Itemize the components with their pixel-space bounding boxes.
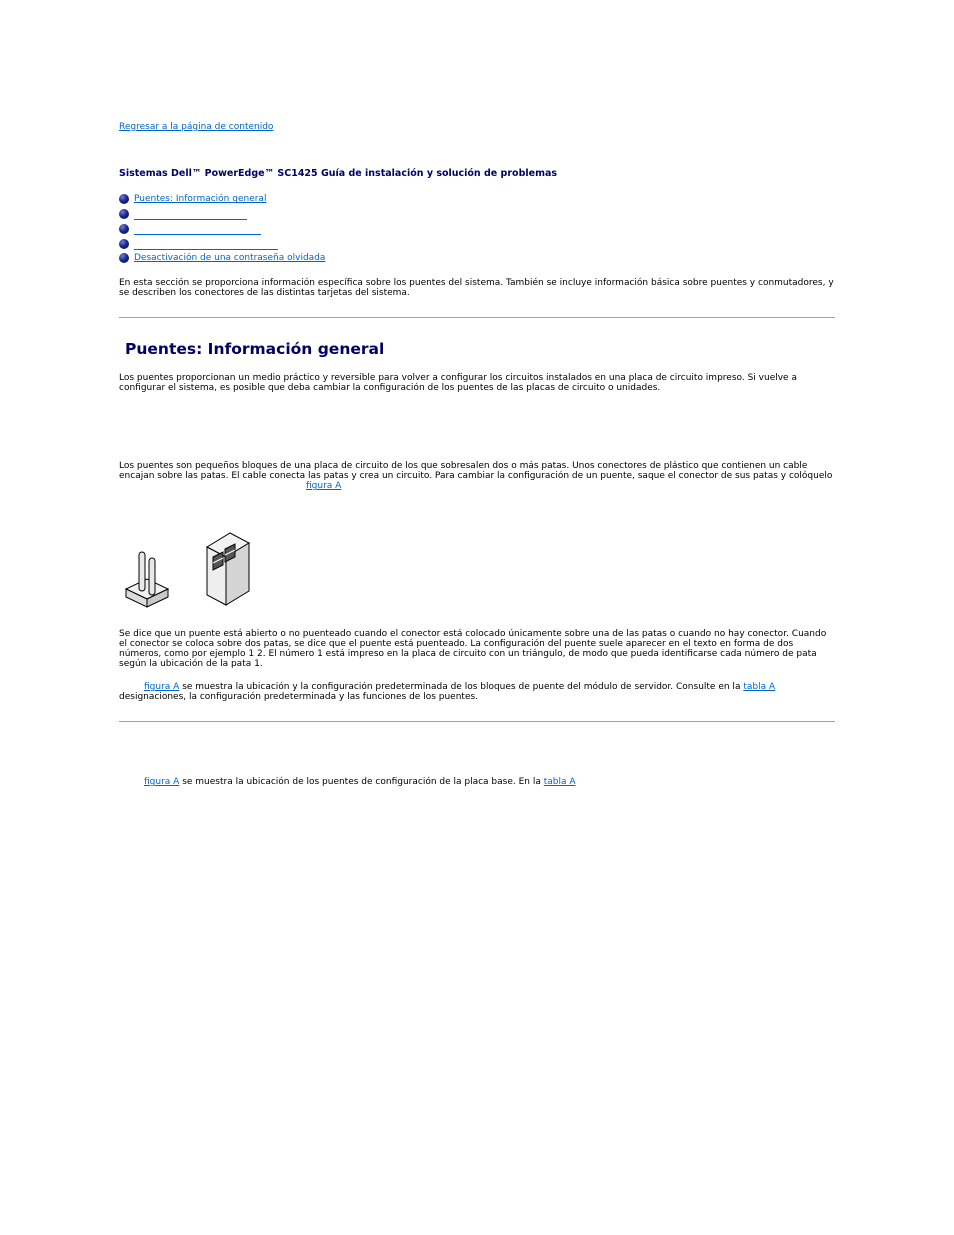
toc-item <box>119 207 325 222</box>
intro-paragraph: En esta sección se proporciona información específica sobre los puentes del sistema. También se incluye información básica sobre puentes y conmutadores, y se describen los conectores de las distintas tarjetas del sistema. <box>119 278 834 298</box>
bullet-icon <box>119 224 129 234</box>
jumper-figure <box>123 527 255 609</box>
toc-item <box>119 251 325 266</box>
jumpers-paragraph-4 <box>119 682 835 702</box>
open-jumper-illustration <box>126 552 168 607</box>
motherboard-jumpers-paragraph <box>119 777 835 787</box>
bullet-icon <box>119 239 129 249</box>
jumpers-paragraph-3: Se dice que un puente está abierto o no puenteado cuando el conector está colocado únicamente sobre una de las patas o cuando no hay conector. Cuando el conector se coloca sobre dos patas, se dice que el puente está puenteado. La configuración del puente suele aparecer en el texto en forma de dos números, como por ejemplo 1 2. El número 1 está impreso en la placa de circuito con un triángulo, de modo que pueda identificarse cada número de pata según la ubicación de la pata 1. <box>119 629 827 669</box>
toc-item <box>119 222 325 237</box>
section-heading-jumpers-overview: Puentes: Información general <box>125 340 385 358</box>
document-title: Sistemas Dell™ PowerEdge™ SC1425 Guía de instalación y solución de problemas <box>119 168 558 179</box>
figure-a-link[interactable]: figura A <box>144 777 180 787</box>
section-divider <box>119 721 835 722</box>
toc-item <box>119 236 325 251</box>
bullet-icon <box>119 209 129 219</box>
table-a-link[interactable]: tabla A <box>543 777 576 787</box>
table-of-contents <box>119 192 325 266</box>
closed-jumper-illustration <box>207 533 249 605</box>
toc-link-forgotten-password[interactable]: Desactivación de una contraseña olvidada <box>134 253 326 264</box>
toc-link-jumpers-overview[interactable]: Puentes: Información general <box>134 194 267 205</box>
toc-item <box>119 192 325 207</box>
paragraph-text: designaciones, la configuración predeterminada y las funciones de los puentes. <box>119 692 479 702</box>
toc-link-2[interactable] <box>134 210 247 220</box>
figure-a-link[interactable]: figura A <box>306 481 342 491</box>
jumpers-paragraph-2: Los puentes son pequeños bloques de una placa de circuito de los que sobresalen dos o más patas. Unos conectores de plástico que contienen un cable encajan sobre las patas. El cable conecta las patas y crea un circuito. Para cambiar la configuración de un puente, saque el conector de sus patas y colóquelo <box>119 461 833 481</box>
paragraph-text: se muestra la ubicación y la configuración predeterminada de los bloques de puente del módulo de servidor. Consulte en la <box>179 682 744 692</box>
back-to-contents-link[interactable]: Regresar a la página de contenido <box>119 122 274 132</box>
bullet-icon <box>119 194 129 204</box>
figure-a-link[interactable]: figura A <box>144 682 180 692</box>
table-a-link[interactable]: tabla A <box>743 682 776 692</box>
toc-link-4[interactable] <box>134 240 278 250</box>
section-divider <box>119 317 835 318</box>
toc-link-3[interactable] <box>134 225 261 235</box>
bullet-icon <box>119 253 129 263</box>
jumpers-paragraph-1: Los puentes proporcionan un medio práctico y reversible para volver a configurar los circuitos instalados en una placa de circuito impreso. Si vuelve a configurar el sistema, es posible que deba cambiar la configuración de los puentes de las placas de circuito o unidades. <box>119 373 797 393</box>
paragraph-text: se muestra la ubicación de los puentes de configuración de la placa base. En la <box>179 777 544 787</box>
